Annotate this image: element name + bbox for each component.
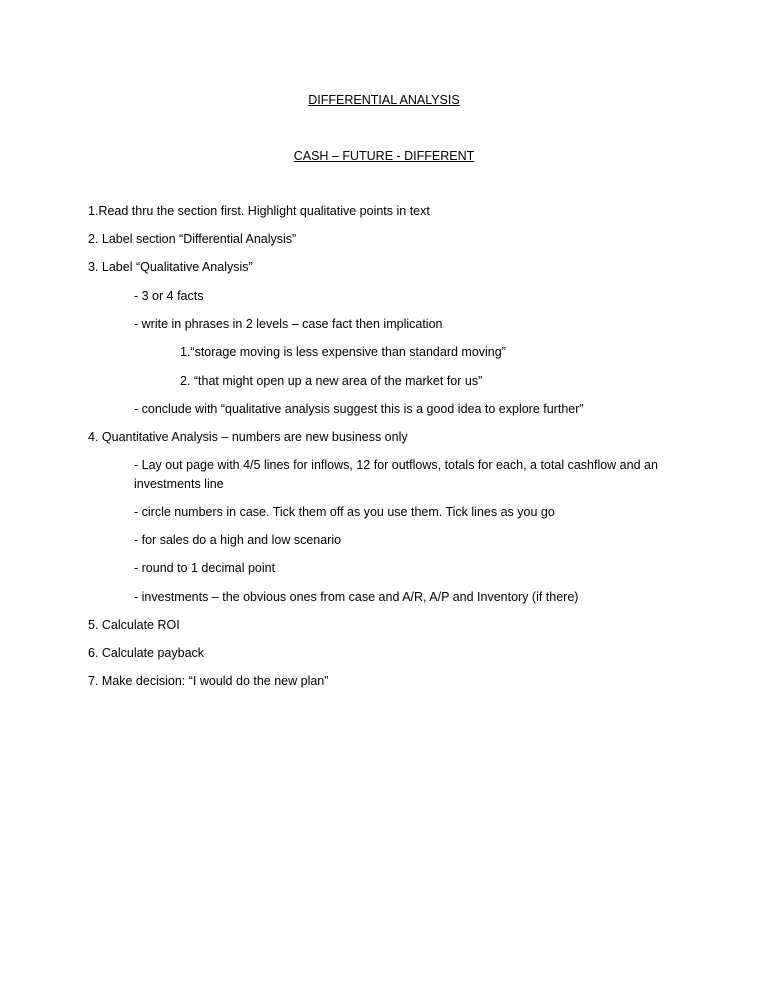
step-4-bullet-circle: - circle numbers in case. Tick them off as you use them. Tick lines as you go xyxy=(134,505,555,519)
step-3-bullet-phrases: - write in phrases in 2 levels – case fact then implication xyxy=(134,317,443,331)
step-4-bullet-sales: - for sales do a high and low scenario xyxy=(134,533,342,547)
step-3-example-1: 1.“storage moving is less expensive than standard moving” xyxy=(180,345,506,359)
step-4-bullet-round: - round to 1 decimal point xyxy=(134,561,276,575)
step-5: 5. Calculate ROI xyxy=(88,618,180,632)
step-6: 6. Calculate payback xyxy=(88,646,205,660)
step-3-example-2: 2. “that might open up a new area of the market for us” xyxy=(180,374,483,388)
step-4-bullet-investments: - investments – the obvious ones from case and A/R, A/P and Inventory (if there) xyxy=(134,590,579,604)
step-4: 4. Quantitative Analysis – numbers are new business only xyxy=(88,430,408,444)
step-3-bullet-conclude: - conclude with “qualitative analysis suggest this is a good idea to explore further” xyxy=(134,402,584,416)
step-2: 2. Label section “Differential Analysis” xyxy=(88,232,297,246)
step-3-bullet-facts: - 3 or 4 facts xyxy=(134,289,204,303)
step-4-bullet-layout: - Lay out page with 4/5 lines for inflows, 12 for outflows, totals for each, a total cashflow and an investments line xyxy=(134,458,658,491)
page-subtitle: CASH – FUTURE - DIFFERENT xyxy=(293,149,475,163)
step-1: 1.Read thru the section first. Highlight qualitative points in text xyxy=(88,204,430,218)
page-title: DIFFERENTIAL ANALYSIS xyxy=(308,93,460,107)
step-7: 7. Make decision: “I would do the new plan” xyxy=(88,674,329,688)
step-3: 3. Label “Qualitative Analysis” xyxy=(88,260,253,274)
